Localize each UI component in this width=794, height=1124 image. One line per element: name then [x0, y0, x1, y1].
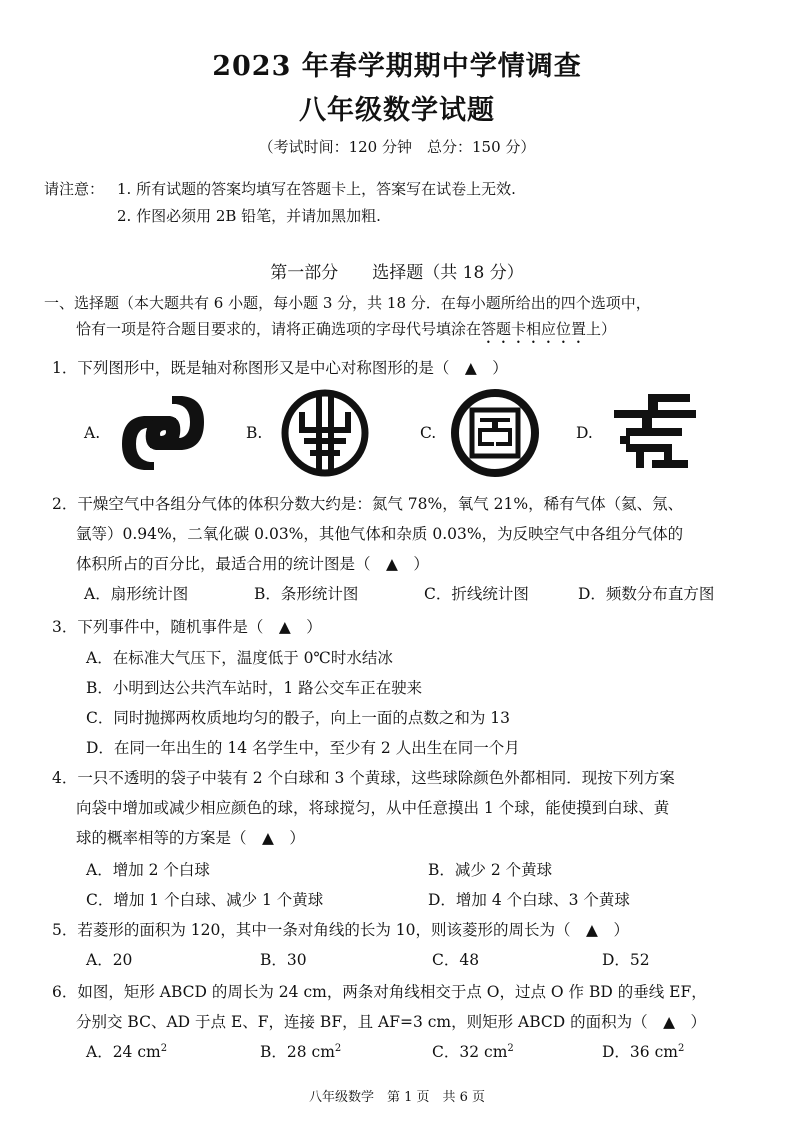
- q6-option-b: B．28 $cm^2$: [260, 1042, 342, 1061]
- q2-option-b: B．条形统计图: [254, 585, 359, 603]
- part1-title: 第一部分 选择题（共 18 分）: [270, 263, 524, 283]
- question-6-line1: 6．如图，矩形 ABCD 的周长为 24 cm，两条对角线相交于点 O，过点 O 作 BD 的垂线 EF，: [52, 983, 707, 1001]
- q6-option-a: A．24 $cm^2$: [86, 1042, 168, 1061]
- exam-info: （考试时间：120 分钟 总分：150 分）: [258, 138, 536, 156]
- question-2-line2: 氩等）0.94%，二氧化碳 0.03%，其他气体和杂质 0.03%，为反映空气中各组分气体的: [76, 525, 684, 543]
- q3-option-b: B．小明到达公共汽车站时，1 路公交车正在驶来: [86, 679, 423, 697]
- q5-option-a: A．20: [86, 951, 133, 969]
- logo-c-icon: [450, 388, 540, 478]
- q2-option-c: C．折线统计图: [424, 585, 529, 603]
- q5-option-b: B．30: [260, 951, 307, 969]
- question-4-line1: 4．一只不透明的袋子中装有 2 个白球和 3 个黄球，这些球除颜色外都相同．现按下列方案: [52, 769, 675, 787]
- q5-option-c: C．48: [432, 951, 480, 969]
- q1-option-d-label: D.: [576, 424, 593, 442]
- notice-item-2: 2. 作图必须用 2B 铅笔，并请加黑加粗.: [117, 207, 381, 225]
- section1-instructions-line2: 恰有一项是符合题目要求的，请将正确选项的字母代号填涂在答题卡相应位置上）: [76, 320, 617, 338]
- question-3: 3．下列事件中，随机事件是（ ▲ ）: [52, 618, 322, 636]
- q5-option-d: D．52: [602, 951, 650, 969]
- question-5: 5．若菱形的面积为 120，其中一条对角线的长为 10，则该菱形的周长为（ ▲ ）: [52, 921, 629, 939]
- page-footer: 八年级数学 第 1 页 共 6 页: [308, 1090, 486, 1105]
- logo-b-icon: [280, 388, 370, 478]
- q4-option-c: C．增加 1 个白球、减少 1 个黄球: [86, 891, 324, 909]
- q3-option-a: A．在标准大气压下，温度低于 0℃时水结冰: [86, 649, 393, 667]
- q3-option-d: D．在同一年出生的 14 名学生中，至少有 2 人出生在同一个月: [86, 739, 520, 757]
- q2-option-a: A．扇形统计图: [84, 585, 189, 603]
- q2-option-d: D．频数分布直方图: [578, 585, 715, 603]
- logo-a-icon: [116, 394, 210, 472]
- q4-option-d: D．增加 4 个白球、3 个黄球: [428, 891, 630, 909]
- q6-option-c: C．32 $cm^2$: [432, 1042, 514, 1061]
- question-2-line3: 体积所占的百分比，最适合用的统计图是（ ▲ ）: [76, 555, 429, 573]
- q1-option-a-label: A.: [84, 424, 101, 442]
- notice-label: 请注意：: [44, 180, 105, 198]
- question-6-line2: 分别交 BC、AD 于点 E、F，连接 BF，且 AF=3 cm，则矩形 ABCD 的面积为（ ▲ ）: [76, 1013, 707, 1031]
- exam-subtitle: 八年级数学试题: [299, 95, 495, 126]
- question-4-line3: 球的概率相等的方案是（ ▲ ）: [76, 829, 305, 847]
- q4-option-a: A．增加 2 个白球: [86, 861, 210, 879]
- section1-instructions-line1: 一、选择题（本大题共有 6 小题，每小题 3 分，共 18 分．在每小题所给出的四个选项中，: [44, 294, 651, 312]
- q4-option-b: B．减少 2 个黄球: [428, 861, 553, 879]
- q1-option-b-label: B.: [246, 424, 263, 442]
- notice-item-1: 1. 所有试题的答案均填写在答题卡上，答案写在试卷上无效.: [117, 180, 516, 198]
- question-1: 1．下列图形中，既是轴对称图形又是中心对称图形的是（ ▲ ）: [52, 359, 508, 377]
- logo-d-icon: [612, 388, 698, 474]
- exam-title: 2023 年春学期期中学情调查: [212, 51, 582, 82]
- question-2-line1: 2．干燥空气中各组分气体的体积分数大约是：氮气 78%，氧气 21%，稀有气体（氦、氖、: [52, 495, 684, 513]
- q6-option-d: D．36 $cm^2$: [602, 1042, 685, 1061]
- q1-option-c-label: C.: [420, 424, 437, 442]
- q3-option-c: C．同时抛掷两枚质地均匀的骰子，向上一面的点数之和为 13: [86, 709, 511, 727]
- question-4-line2: 向袋中增加或减少相应颜色的球，将球搅匀，从中任意摸出 1 个球，能使摸到白球、黄: [76, 799, 670, 817]
